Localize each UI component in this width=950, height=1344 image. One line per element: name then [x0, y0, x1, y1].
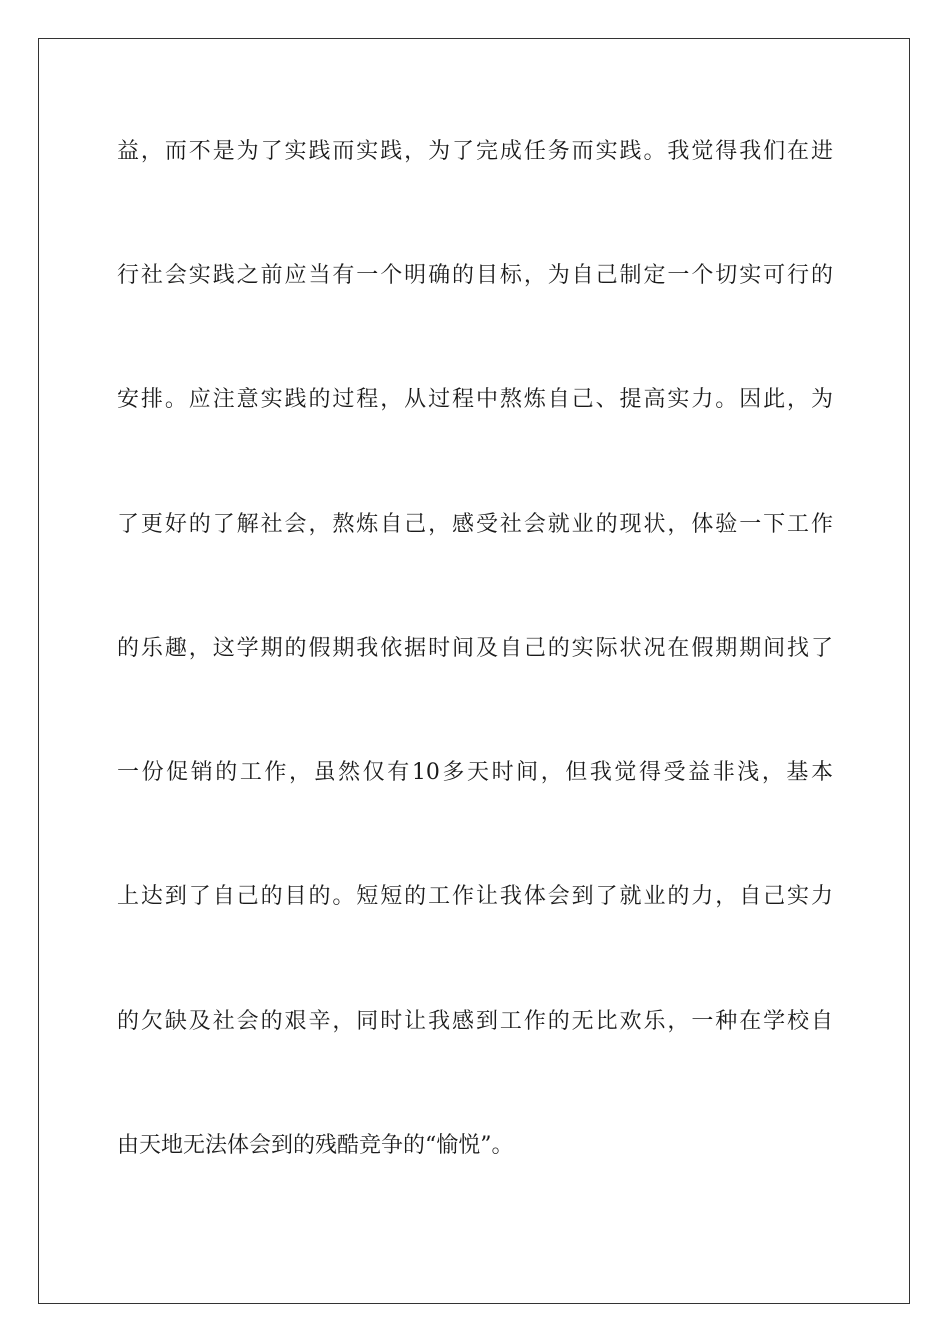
paragraph-line: 的乐趣，这学期的假期我依据时间及自己的实际状况在假期期间找了 [117, 636, 833, 661]
paragraph-line: 行社会实践之前应当有一个明确的目标，为自己制定一个切实可行的 [117, 263, 833, 288]
page-border [38, 38, 910, 1304]
paragraph-line-last: 由天地无法体会到的残酷竞争的“愉悦”。 [117, 1133, 514, 1158]
paragraph-line: 益，而不是为了实践而实践，为了完成任务而实践。我觉得我们在进 [117, 139, 833, 164]
paragraph-line: 上达到了自己的目的。短短的工作让我体会到了就业的力，自己实力 [117, 884, 833, 909]
paragraph-line: 一份促销的工作，虽然仅有10多天时间，但我觉得受益非浅，基本 [117, 760, 833, 785]
paragraph-line: 的欠缺及社会的艰辛，同时让我感到工作的无比欢乐，一种在学校自 [117, 1009, 833, 1034]
paragraph-line: 了更好的了解社会，熬炼自己，感受社会就业的现状，体验一下工作 [117, 512, 833, 537]
paragraph-line: 安排。应注意实践的过程，从过程中熬炼自己、提高实力。因此，为 [117, 387, 833, 412]
